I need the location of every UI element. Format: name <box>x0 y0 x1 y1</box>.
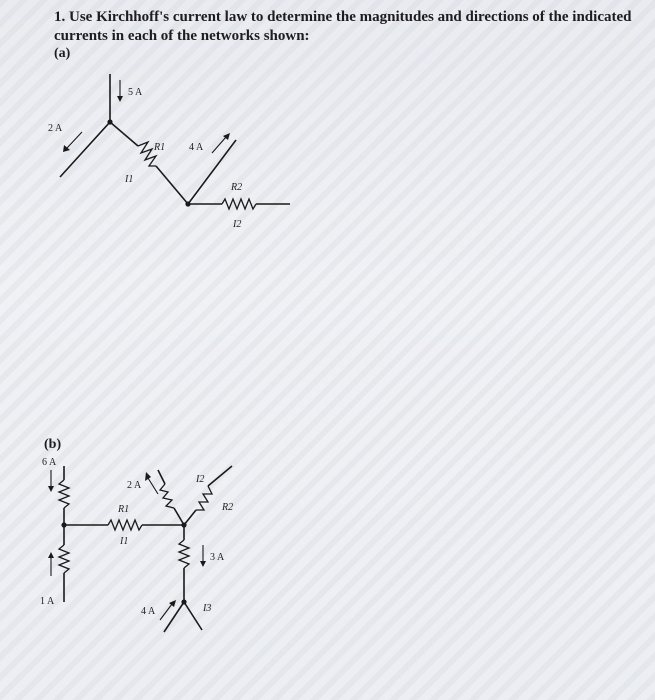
b-r1-resistor <box>108 520 142 530</box>
a-i2-label: I2 <box>233 219 242 230</box>
a-r1-lead-2 <box>156 166 188 204</box>
b-i2-label: I2 <box>196 474 205 485</box>
b-left-bottom-resistor <box>59 545 69 573</box>
b-i1-label: I1 <box>120 536 129 547</box>
b-6a-label: 6 A <box>42 457 57 468</box>
b-ur-wire <box>208 466 232 486</box>
b-6a-arrowhead <box>48 486 54 492</box>
part-a-label: (a) <box>54 46 71 61</box>
b-left-top-resistor <box>59 480 69 508</box>
b-ul-resistor <box>160 484 174 508</box>
b-2a-arrowhead <box>145 472 151 481</box>
a-4a-arrow <box>212 137 226 153</box>
a-5a-arrowhead <box>117 96 123 102</box>
b-3a-label: 3 A <box>210 552 225 563</box>
a-4a-label: 4 A <box>189 142 204 153</box>
a-5a-label: 5 A <box>128 87 143 98</box>
a-r2-resistor <box>222 199 256 209</box>
b-ur-lead <box>184 510 196 525</box>
b-4a-label: 4 A <box>141 606 156 617</box>
b-ul-wire <box>158 470 165 484</box>
problem-statement: 1. Use Kirchhoff's current law to determine the magnitudes and directions of the indicated currents in each of the networks shown: <box>54 9 632 44</box>
b-2a-label: 2 A <box>127 480 142 491</box>
b-ul-lead <box>174 508 184 525</box>
b-r2-resistor <box>196 486 212 510</box>
b-4a-arrow <box>160 604 172 620</box>
b-r1-label: R1 <box>118 504 130 515</box>
a-r1-lead-1 <box>110 122 138 146</box>
b-i3-label: I3 <box>203 603 212 614</box>
a-2a-arrow <box>67 132 82 148</box>
b-1a-label: 1 A <box>40 596 55 607</box>
b-1a-arrowhead <box>48 552 54 558</box>
b-2a-arrow <box>148 478 158 494</box>
b-3a-arrowhead <box>200 561 206 567</box>
b-down-resistor <box>179 540 189 568</box>
a-r2-label: R2 <box>231 182 243 193</box>
a-2a-label: 2 A <box>48 123 63 134</box>
part-b-label: (b) <box>44 437 62 452</box>
circuit-a <box>48 74 290 230</box>
circuit-b <box>40 457 233 632</box>
a-r1-label: R1 <box>154 142 166 153</box>
b-lr-wire <box>184 602 202 630</box>
a-i1-label: I1 <box>125 174 134 185</box>
b-r2-label: R2 <box>222 502 234 513</box>
